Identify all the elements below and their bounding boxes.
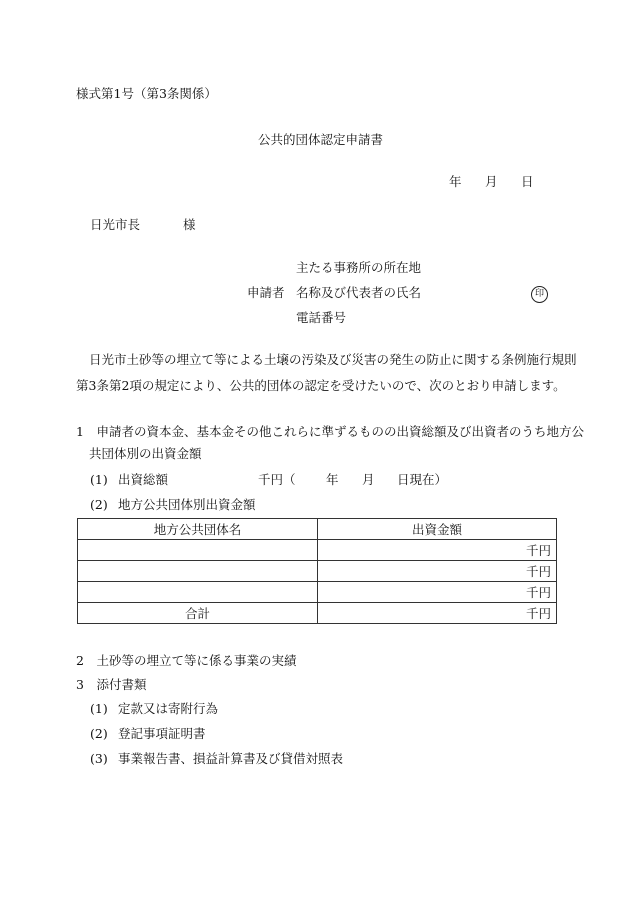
amount-cell: 千円 (318, 561, 557, 582)
section2-heading: 2 土砂等の埋立て等に係る事業の実績 (76, 653, 297, 668)
item1-year: 年 (326, 472, 339, 487)
applicant-label: 申請者 (247, 285, 285, 300)
body-text-line-1: 日光市土砂等の埋立て等による土壌の汚染及び災害の発生の防止に関する条例施行規則 (89, 352, 577, 367)
item1-unit: 千円（ (258, 472, 296, 487)
item1-number: (1) (90, 472, 108, 487)
section1-heading: 1 申請者の資本金、基本金その他これらに準ずるものの出資総額及び出資者のうち地方公 (76, 424, 584, 439)
attachment-1-label: 定款又は寄附行為 (118, 701, 219, 716)
addressee-honorific: 様 (183, 217, 196, 232)
item1-label: 出資総額 (118, 472, 169, 487)
page-title: 公共的団体認定申請書 (258, 132, 384, 147)
investment-table (77, 518, 557, 624)
section3-heading: 3 添付書類 (76, 677, 147, 692)
item1-day-suffix: 日現在） (397, 472, 448, 487)
form-number: 様式第1号（第3条関係） (76, 86, 217, 101)
attachment-2-label: 登記事項証明書 (118, 726, 206, 741)
amount-cell: 千円 (318, 540, 557, 561)
item2-label: 地方公共団体別出資金額 (118, 497, 256, 512)
attachment-2-number: (2) (90, 726, 108, 741)
table-row (78, 561, 557, 582)
total-label-cell: 合計 (78, 603, 318, 624)
seal-icon: 印 (531, 286, 548, 303)
municipality-cell (78, 561, 318, 582)
column-header-amount: 出資金額 (318, 519, 557, 540)
applicant-field-phone: 電話番号 (296, 310, 347, 325)
amount-cell: 千円 (318, 582, 557, 603)
applicant-field-address: 主たる事務所の所在地 (296, 260, 422, 275)
addressee-name: 日光市長 (90, 217, 141, 232)
attachment-3-label: 事業報告書、損益計算書及び貸借対照表 (118, 751, 344, 766)
body-text-line-2: 第3条第2項の規定により、公共的団体の認定を受けたいので、次のとおり申請します。 (76, 378, 566, 393)
municipality-cell (78, 582, 318, 603)
total-amount-cell: 千円 (318, 603, 557, 624)
date-month: 月 (485, 174, 498, 189)
municipality-cell (78, 540, 318, 561)
date-year: 年 (449, 174, 462, 189)
applicant-field-name: 名称及び代表者の氏名 (296, 285, 422, 300)
section1-heading-cont: 共団体別の出資金額 (89, 446, 202, 461)
item1-month: 月 (362, 472, 375, 487)
table-row (78, 540, 557, 561)
date-day: 日 (521, 174, 534, 189)
item2-number: (2) (90, 497, 108, 512)
attachment-3-number: (3) (90, 751, 108, 766)
table-header-row (78, 519, 557, 540)
column-header-municipality: 地方公共団体名 (78, 519, 318, 540)
table-total-row (78, 603, 557, 624)
attachment-1-number: (1) (90, 701, 108, 716)
table-row (78, 582, 557, 603)
